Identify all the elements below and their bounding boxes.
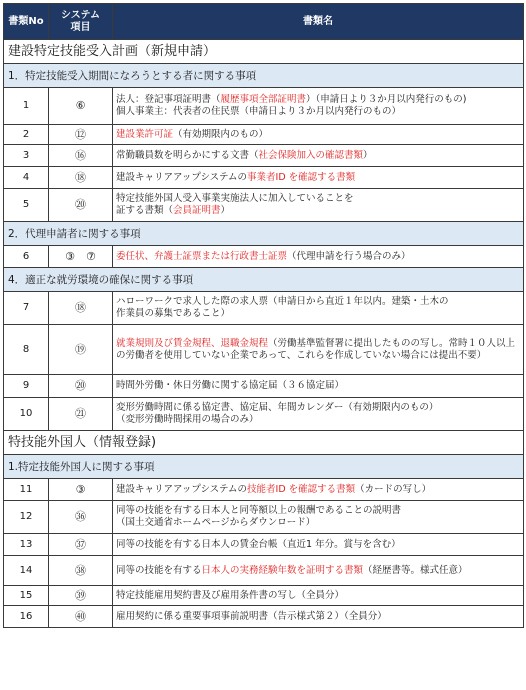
doc-highlight: 就業規則及び賃金規程、退職金規程 [116,337,269,349]
group-row [4,64,524,88]
doc-text: 建設キャリアアップシステムの [116,483,248,495]
table-row [4,246,524,268]
row-item: ⑥ [49,88,113,125]
row-no: 14 [4,556,49,586]
doc-highlight: 委任状、弁護士証票または行政書士証票 [116,250,288,262]
row-no: 9 [4,375,49,398]
doc-text: 特定技能外国人受入事業実施法人に加入していることを [116,193,354,204]
doc-text: ） [363,149,373,161]
doc-text: 法人：登記事項証明書（ [116,94,221,105]
doc-highlight: 建設業許可証 [116,128,174,140]
doc-text: ハローワークで求人した際の求人票（申請日から直近１年以内。建築・土木の [116,296,449,307]
row-doc: 雇用契約に係る重要事項事前説明書（告示様式第２）（全員分） [113,606,524,628]
row-no: 7 [4,292,49,325]
row-doc [113,292,524,325]
doc-text: （有効期限内のもの） [173,128,269,140]
row-no: 13 [4,534,49,556]
row-item: ⑫ [49,125,113,145]
doc-highlight: 履歴事項全部証明書 [220,94,307,105]
doc-highlight: 社会保険加入の確認書類 [258,149,364,161]
doc-text: （変形労働時間採用の場合のみ） [116,414,259,425]
section-title: 特技能外国人（情報登録) [4,431,524,455]
row-no: 4 [4,167,49,189]
table-row [4,556,524,586]
table-row [4,292,524,325]
doc-text: ） [220,205,231,216]
row-doc: 特定技能雇用契約書及び雇用条件書の写し（全員分） [113,586,524,606]
row-doc [113,501,524,534]
group-row [4,455,524,479]
row-item: ⑲ [49,325,113,375]
header-row [4,4,524,40]
doc-text: 建設キャリアアップシステムの [116,171,248,183]
table-row [4,325,524,375]
row-item: ⑳ [49,375,113,398]
section-row [4,431,524,455]
table-row [4,398,524,431]
group-row [4,268,524,292]
section-title: 建設特定技能受入計画（新規申請） [4,40,524,64]
row-no: 6 [4,246,49,268]
group-title: 4．適正な就労環境の確保に関する事項 [4,268,524,292]
row-no: 12 [4,501,49,534]
table-row [4,606,524,628]
group-title: 1.特定技能外国人に関する事項 [4,455,524,479]
row-no: 10 [4,398,49,431]
header-document-name: 書類名 [113,4,524,40]
group-title: 2．代理申請者に関する事項 [4,222,524,246]
row-item: ⑱ [49,167,113,189]
row-item: ㉑ [49,398,113,431]
doc-text: 常勤職員数を明らかにする文書（ [116,149,259,161]
table-row [4,501,524,534]
table-row [4,88,524,125]
row-item: ⑯ [49,145,113,167]
table-row [4,145,524,167]
row-no: 5 [4,189,49,222]
doc-text: （国土交通省ホームページからダウンロード） [116,517,316,528]
doc-highlight: 会員証明書 [173,205,221,216]
header-item-line2: 項目 [70,21,91,33]
row-item: ㊳ [49,556,113,586]
doc-highlight: 日本人の実務経験年数を証明する書類 [201,564,364,576]
table-row [4,125,524,145]
table-row [4,586,524,606]
table-row [4,167,524,189]
doc-highlight: 事業者ID を確認する書類 [247,171,356,183]
row-doc [113,88,524,125]
row-doc [113,167,524,189]
section-row [4,40,524,64]
doc-text: （代理申請を行う場合のみ） [287,250,411,262]
table-row [4,534,524,556]
doc-text: 変形労働時間に係る協定書、協定届、年間カレンダー（有効期限内のもの） [116,402,439,413]
row-item: ㊴ [49,586,113,606]
row-item: ③ ⑦ [49,246,113,268]
row-doc [113,479,524,501]
row-doc [113,246,524,268]
table-row [4,375,524,398]
row-item: ㊵ [49,606,113,628]
header-no: 書類No [4,4,49,40]
row-doc: 同等の技能を有する日本人の賃金台帳（直近1 年分。賞与を含む） [113,534,524,556]
group-title: 1．特定技能受入期間になろうとする者に関する事項 [4,64,524,88]
row-item: ③ [49,479,113,501]
row-no: 3 [4,145,49,167]
table-row [4,479,524,501]
group-row [4,222,524,246]
header-system-item [49,4,113,40]
table-row [4,189,524,222]
row-item: ⑱ [49,292,113,325]
doc-text: 同等の技能を有する日本人と同等額以上の報酬であることの説明書 [116,505,402,516]
row-doc [113,398,524,431]
row-doc [113,189,524,222]
row-no: 2 [4,125,49,145]
doc-text: 作業員の募集であること） [116,308,231,319]
doc-text: 証する書類（ [116,205,174,216]
row-doc [113,556,524,586]
doc-highlight: 技能者ID を確認する書類 [247,483,356,495]
row-item: ⑳ [49,189,113,222]
row-item: ㊱ [49,501,113,534]
row-no: 11 [4,479,49,501]
row-doc [113,325,524,375]
row-no: 1 [4,88,49,125]
doc-text: （労働基準監督署に提出したものの写し。常時１０人以上の労働者を使用していない企業であって、これらを作成していない場合には提出不要） [116,337,516,361]
header-item-line1: システム [61,9,100,21]
doc-text: ）（申請日より３か月以内発行のもの) [306,94,467,105]
documents-table [3,3,524,628]
row-item: ㊲ [49,534,113,556]
doc-text: 個人事業主：代表者の住民票（申請日より３か月以内発行のもの） [116,106,402,117]
row-no: 16 [4,606,49,628]
doc-text: （経歴書等。様式任意） [363,564,468,576]
row-no: 8 [4,325,49,375]
doc-text: 同等の技能を有する [116,564,202,576]
row-doc [113,145,524,167]
doc-text: （カードの写し） [355,483,432,495]
row-doc [113,125,524,145]
row-doc: 時間外労働・休日労働に関する協定届（３６協定届） [113,375,524,398]
row-no: 15 [4,586,49,606]
